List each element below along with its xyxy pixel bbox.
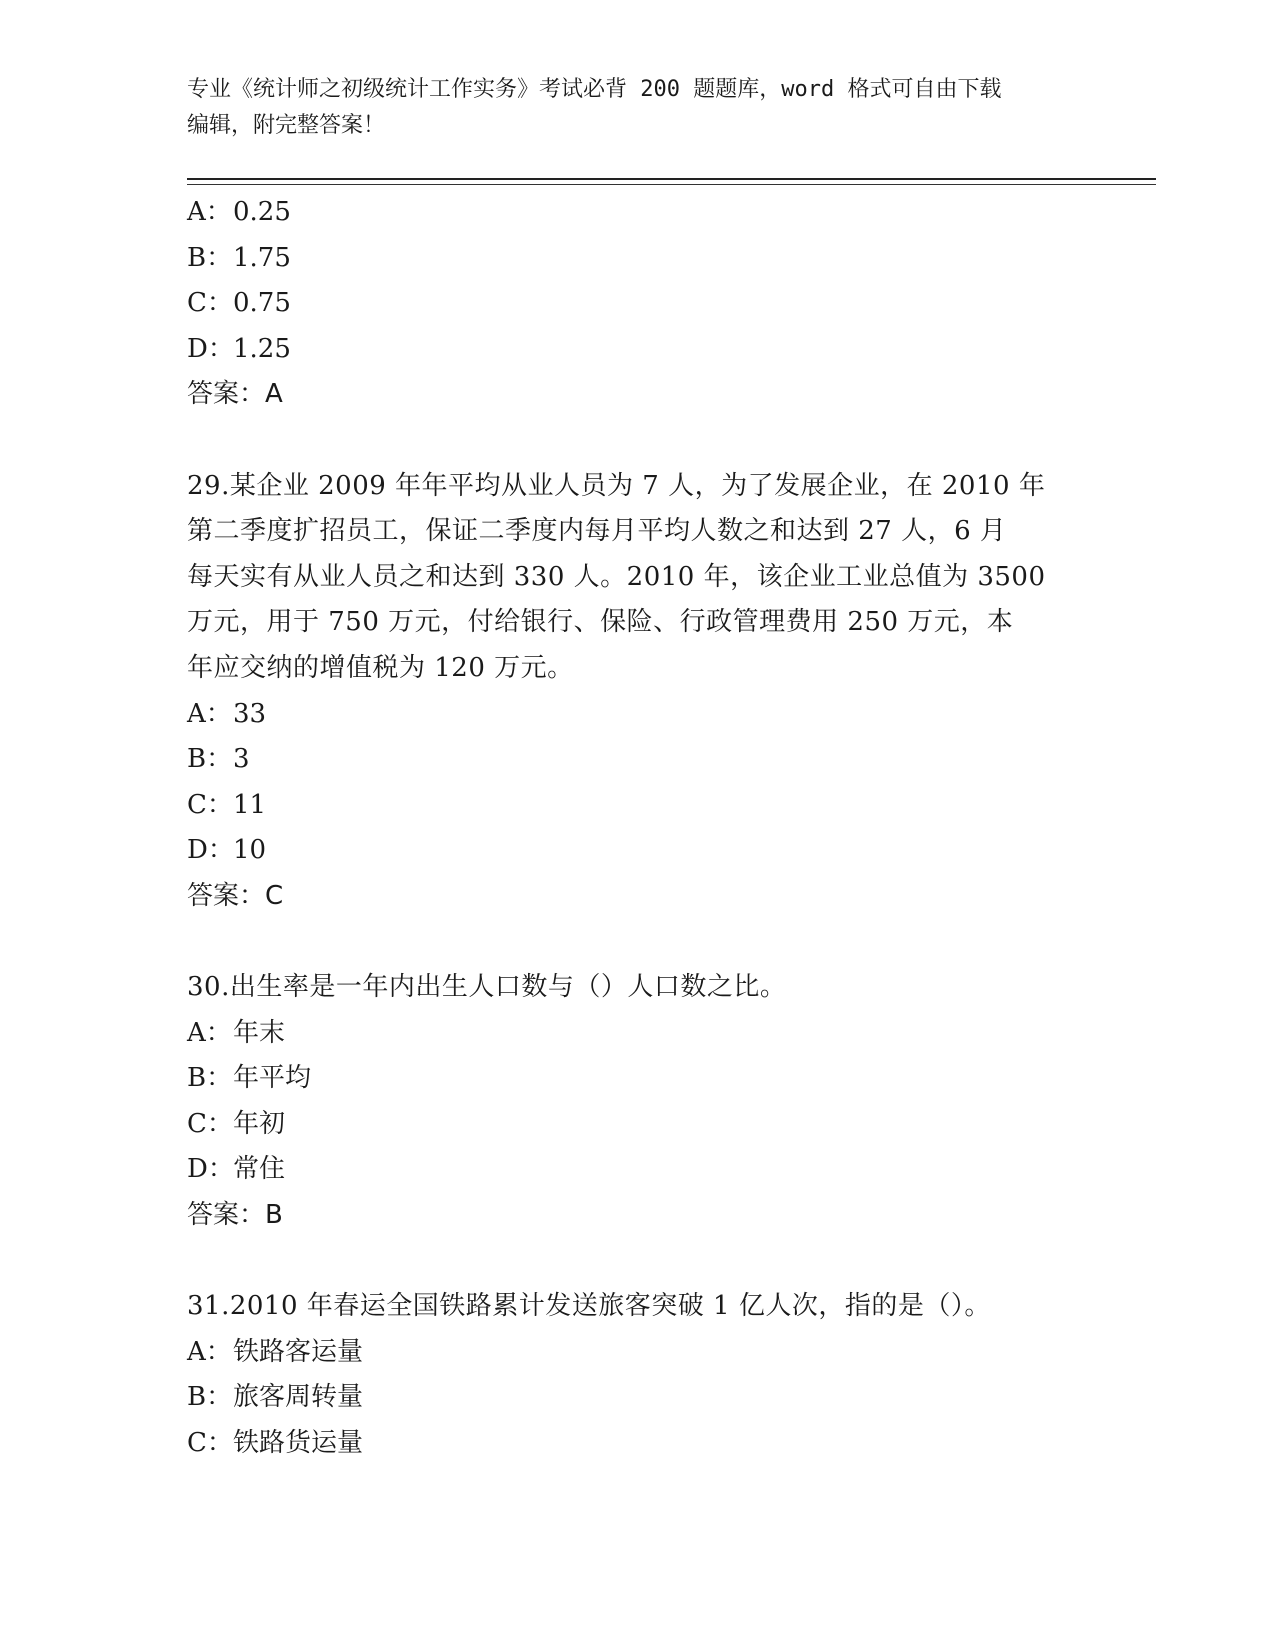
header-rule-thin [187,184,1156,185]
header-line-2: 编辑，附完整答案！ [187,113,386,138]
option-d: D：1.25 [187,333,291,364]
option-a: A：33 [187,698,267,729]
question-stem: 31.2010 年春运全国铁路累计发送旅客突破 1 亿人次，指的是（）。 [187,1291,991,1322]
header-line-1: 专业《统计师之初级统计工作实务》考试必背 200 题题库，word 格式可自由下载 [187,77,1002,102]
answer-line: 答案：C [187,880,284,911]
answer-line: 答案：B [187,1200,283,1231]
option-c: C：11 [187,789,267,820]
question-stem: 30.出生率是一年内出生人口数与（）人口数之比。 [187,972,787,1003]
option-b: B：旅客周转量 [187,1382,364,1413]
question-content [187,190,1087,1467]
question-stem-line: 第二季度扩招员工，保证二季度内每月平均人数之和达到 27 人，6 月 [187,516,1007,547]
question-stem-line: 29.某企业 2009 年年平均从业人员为 7 人，为了发展企业，在 2010 年 [187,470,1046,501]
option-c: C：0.75 [187,288,291,319]
question-30 [187,965,1087,1239]
spacer [187,920,1087,966]
option-b: B：3 [187,744,250,775]
document-header [187,72,1067,144]
spacer [187,418,1087,464]
option-d: D：10 [187,835,267,866]
option-a: A：年末 [187,1017,286,1048]
question-31 [187,1284,1087,1466]
option-d: D：常住 [187,1154,286,1185]
option-b: B：1.75 [187,242,291,273]
option-c: C：年初 [187,1108,286,1139]
question-stem-line: 年应交纳的增值税为 120 万元。 [187,652,574,683]
question-28 [187,190,1087,418]
answer-line: 答案：A [187,379,283,410]
header-rule-thick [187,178,1156,180]
spacer [187,1239,1087,1285]
option-a: A：0.25 [187,197,291,227]
question-stem-line: 每天实有从业人员之和达到 330 人。2010 年，该企业工业总值为 3500 [187,561,1046,592]
option-a: A：铁路客运量 [187,1336,364,1367]
option-b: B：年平均 [187,1063,312,1094]
question-29 [187,464,1087,920]
question-stem-line: 万元，用于 750 万元，付给银行、保险、行政管理费用 250 万元，本 [187,607,1014,638]
option-c: C：铁路货运量 [187,1428,364,1459]
